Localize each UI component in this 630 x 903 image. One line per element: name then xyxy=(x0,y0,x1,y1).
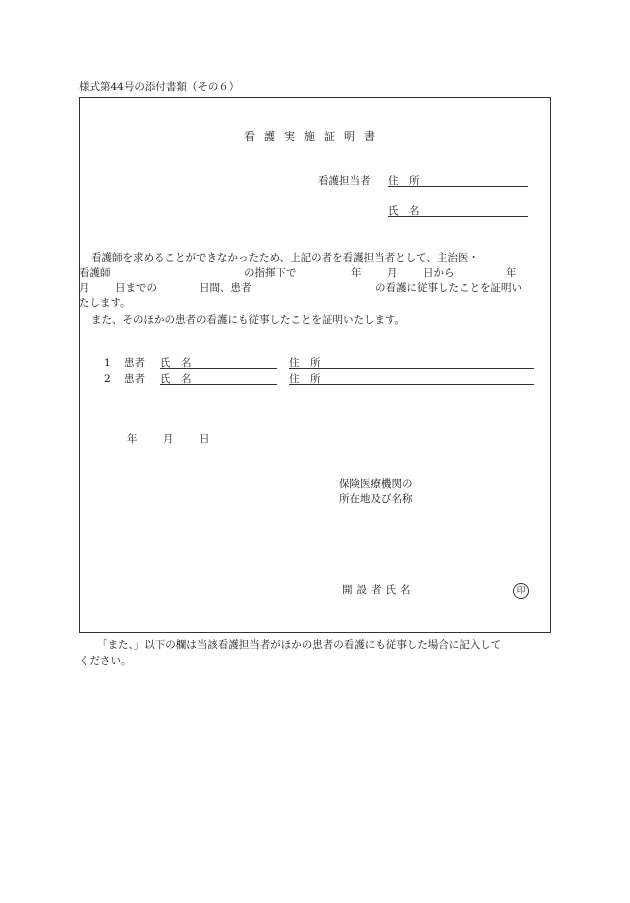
seal-icon: 印 xyxy=(513,583,529,599)
founder-name-label: 開設者氏名 xyxy=(342,584,415,596)
date-year-label: 年 xyxy=(127,433,138,445)
institution-label-line-2: 所在地及び名称 xyxy=(339,493,413,505)
body-line-2-year-end: 年 xyxy=(506,267,517,279)
nurse-name-line[interactable] xyxy=(388,216,528,217)
patient-1-address-line[interactable] xyxy=(289,368,534,369)
body-line-3-days-patient: 日間、患者 xyxy=(199,282,252,294)
body-line-5: また、そのほかの患者の看護にも従事したことを証明いたします。 xyxy=(91,314,406,326)
institution-label-line-1: 保険医療機関の xyxy=(339,478,413,490)
patient-2-address-line[interactable] xyxy=(289,384,534,385)
note-line-2: ください。 xyxy=(79,655,132,667)
body-line-1: 看護師を求めることができなかったため、上記の者を看護担当者として、主治医・ xyxy=(91,252,479,264)
patient-2-label: 患者 xyxy=(124,373,145,385)
patient-2-number: 2 xyxy=(104,373,111,385)
nurse-label: 看護担当者 xyxy=(318,175,371,187)
patient-1-name-label: 氏 名 xyxy=(160,357,192,369)
document-title: 看護実施証明書 xyxy=(244,130,384,143)
body-line-3-month: 月 xyxy=(79,282,90,294)
patient-2-name-line[interactable] xyxy=(160,384,277,385)
patient-1-number: 1 xyxy=(104,357,111,369)
patient-1-address-label: 住 所 xyxy=(289,357,321,369)
body-line-3-day-until: 日までの xyxy=(115,282,157,294)
body-line-2-nurse: 看護師 xyxy=(79,267,111,279)
body-line-3-tail: の看護に従事したことを証明い xyxy=(375,282,522,294)
date-day-label: 日 xyxy=(199,433,210,445)
patient-1-name-line[interactable] xyxy=(160,368,277,369)
body-line-4: たします。 xyxy=(79,297,131,309)
body-line-2-year: 年 xyxy=(351,267,362,279)
nurse-name-label: 氏 名 xyxy=(388,205,420,217)
body-line-2-direction: の指揮下で xyxy=(244,267,297,279)
nurse-address-line[interactable] xyxy=(388,186,528,187)
note-line-1: 「また、」以下の欄は当該看護担当者がほかの患者の看護にも従事した場合に記入して xyxy=(97,639,502,651)
patient-2-name-label: 氏 名 xyxy=(160,373,192,385)
body-line-2-day-from: 日から xyxy=(423,267,455,279)
form-number-header: 様式第44号の添付書類（その６） xyxy=(79,81,240,93)
body-line-2-month: 月 xyxy=(387,267,398,279)
patient-2-address-label: 住 所 xyxy=(289,373,321,385)
patient-1-label: 患者 xyxy=(124,357,145,369)
nurse-address-label: 住 所 xyxy=(388,175,420,187)
date-month-label: 月 xyxy=(163,433,174,445)
